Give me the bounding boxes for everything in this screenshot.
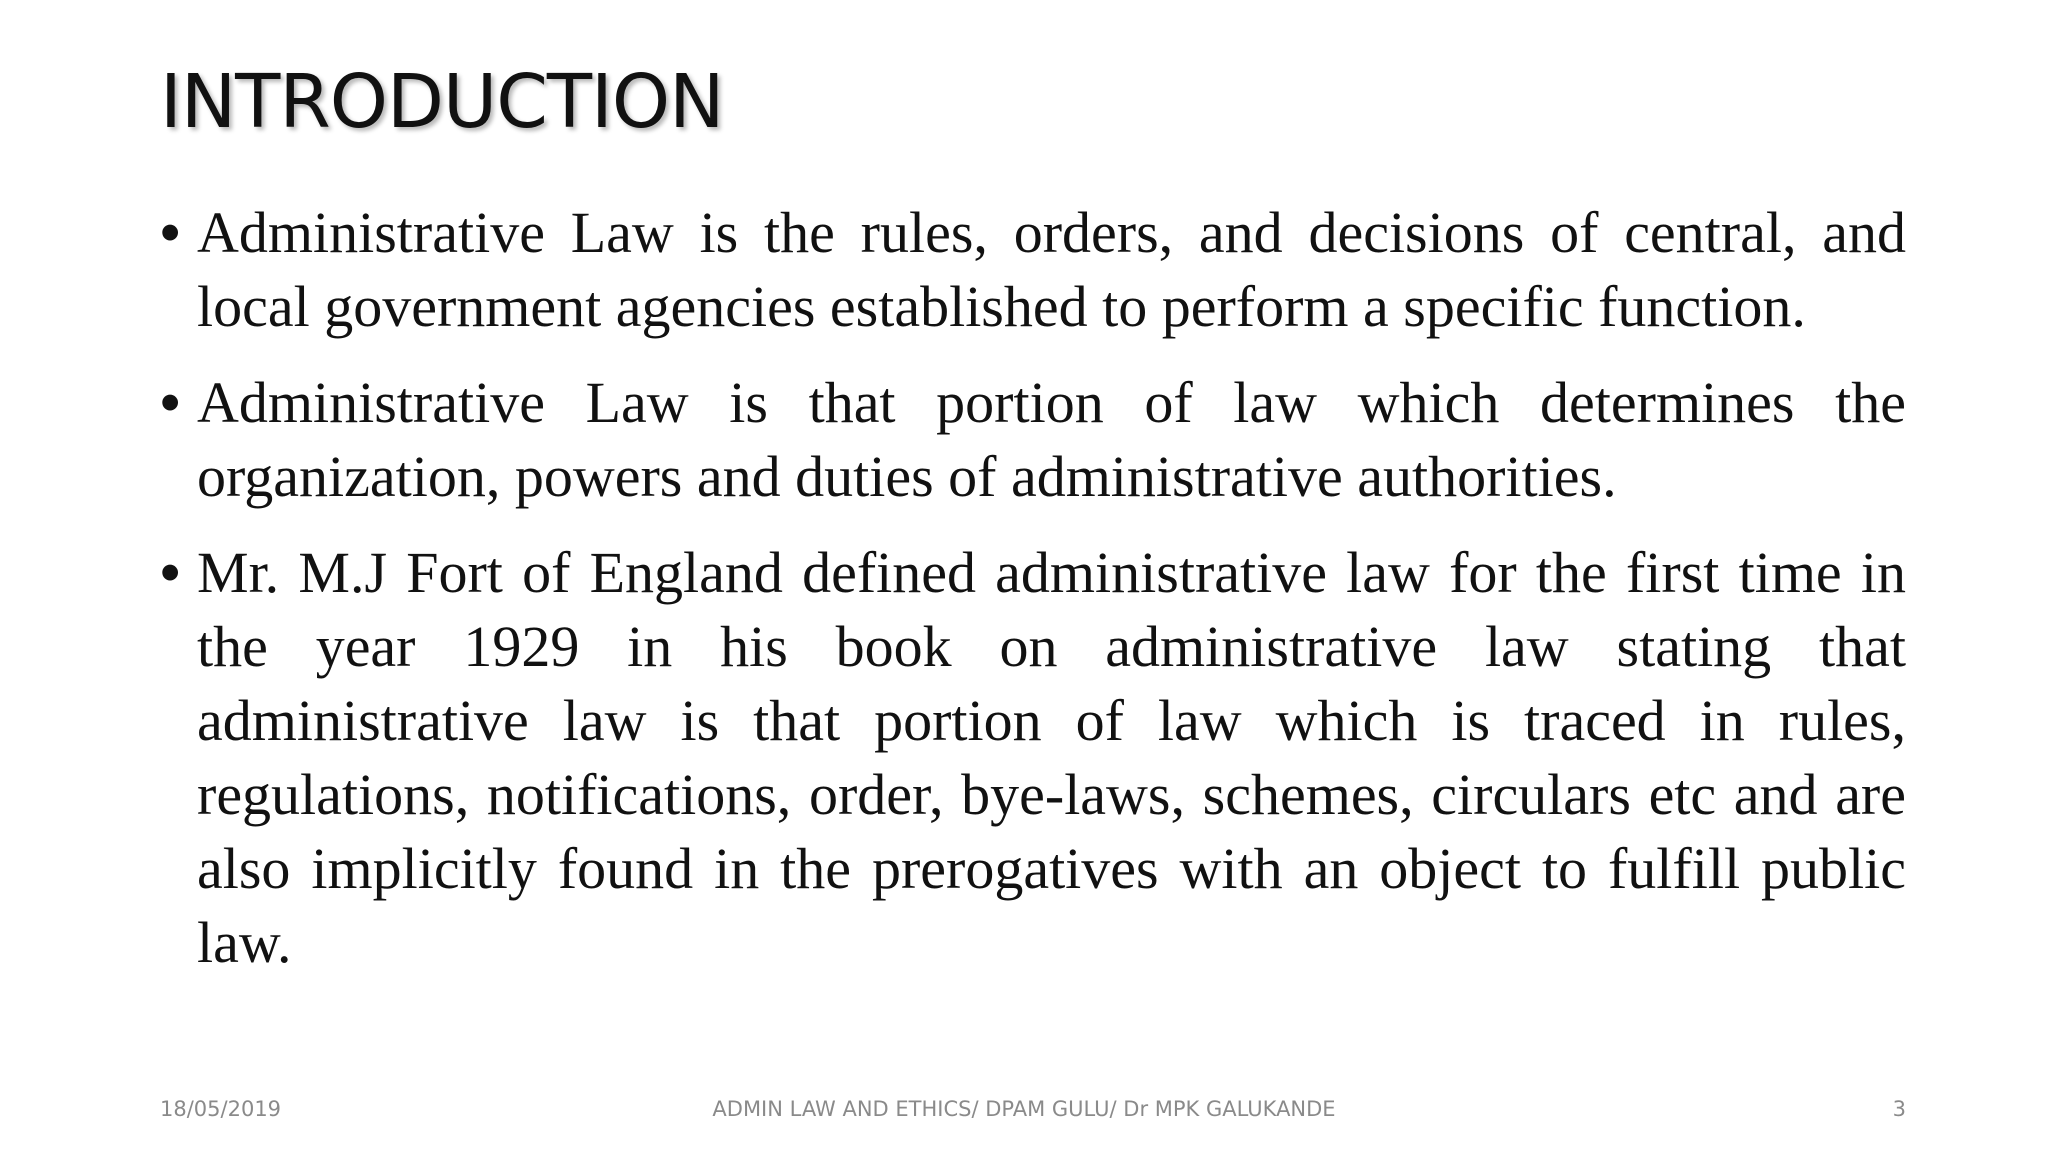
bullet-dot-icon: • xyxy=(160,540,181,605)
footer-date: 18/05/2019 xyxy=(160,1097,282,1121)
bullet-item xyxy=(160,366,1906,514)
bullet-dot-icon: • xyxy=(160,200,181,265)
bullet-item xyxy=(160,196,1906,344)
bullet-list xyxy=(160,196,1906,1002)
bullet-item xyxy=(160,536,1906,980)
bullet-dot-icon: • xyxy=(160,370,181,435)
bullet-text: Administrative Law is that portion of law which determines the organization, powers and duties of administrative authorities. xyxy=(197,370,1906,509)
bullet-text: Administrative Law is the rules, orders, and decisions of central, and local government agencies established to perform a specific function. xyxy=(197,200,1906,339)
footer-page-number: 3 xyxy=(1892,1097,1906,1121)
slide-title: INTRODUCTION xyxy=(160,59,724,145)
bullet-text: Mr. M.J Fort of England defined administrative law for the first time in the year 1929 in his book on administrative law stating that administrative law is that portion of law which is traced in rules, regulations, notifications, order, bye-laws, schemes, circulars etc and are also implicitly found in the prerogatives with an object to fulfill public law. xyxy=(197,540,1906,975)
footer-course-info: ADMIN LAW AND ETHICS/ DPAM GULU/ Dr MPK GALUKANDE xyxy=(712,1097,1336,1121)
